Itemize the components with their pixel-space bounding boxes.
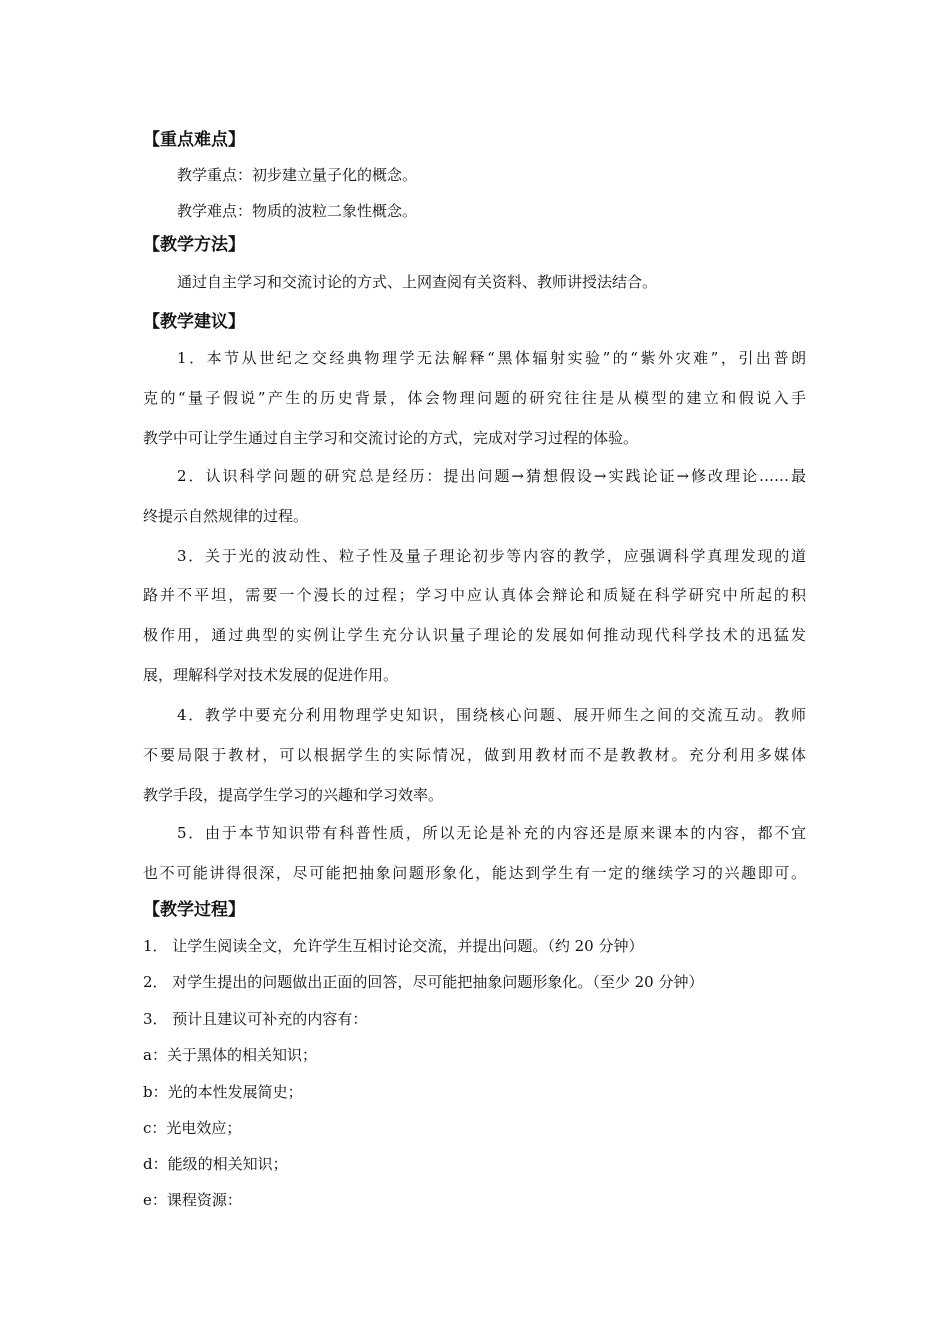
supplement-a: a：关于黑体的相关知识； bbox=[143, 1046, 317, 1064]
supplement-d: d：能级的相关知识； bbox=[143, 1155, 288, 1173]
suggestion-4-line-3: 教学手段，提高学生学习的兴趣和学习效率。 bbox=[143, 786, 444, 804]
teaching-focus: 教学重点：初步建立量子化的概念。 bbox=[177, 166, 418, 184]
methods-text: 通过自主学习和交流讨论的方式、上网查阅有关资料、教师讲授法结合。 bbox=[177, 273, 658, 291]
suggestion-4-line-1: 4．教学中要充分利用物理学史知识，围绕核心问题、展开师生之间的交流互动。教师 bbox=[177, 706, 806, 724]
suggestion-5-line-2: 也不可能讲得很深，尽可能把抽象问题形象化，能达到学生有一定的继续学习的兴趣即可。 bbox=[143, 864, 806, 882]
supplement-b: b：光的本性发展简史； bbox=[143, 1083, 303, 1101]
heading-key-points: 【重点难点】 bbox=[143, 130, 245, 150]
suggestion-3-line-2: 路并不平坦，需要一个漫长的过程；学习中应认真体会辩论和质疑在科学研究中所起的积 bbox=[143, 586, 806, 604]
process-step-3: 3． 预计且建议可补充的内容有： bbox=[143, 1010, 368, 1028]
process-step-2: 2． 对学生提出的问题做出正面的回答，尽可能把抽象问题形象化。（至少 20 分钟） bbox=[143, 973, 704, 991]
suggestion-1-line-1: 1．本节从世纪之交经典物理学无法解释“黑体辐射实验”的“紫外灾难”，引出普朗 bbox=[177, 349, 806, 367]
heading-suggestions: 【教学建议】 bbox=[143, 312, 245, 332]
suggestion-1-line-2: 克的“量子假说”产生的历史背景，体会物理问题的研究往往是从模型的建立和假说入手 bbox=[143, 389, 806, 407]
teaching-difficulty: 教学难点：物质的波粒二象性概念。 bbox=[177, 202, 418, 220]
heading-process: 【教学过程】 bbox=[143, 900, 245, 920]
heading-methods: 【教学方法】 bbox=[143, 235, 245, 255]
supplement-c: c：光电效应； bbox=[143, 1119, 242, 1137]
suggestion-4-line-2: 不要局限于教材，可以根据学生的实际情况，做到用教材而不是教教材。充分利用多媒体 bbox=[143, 746, 806, 764]
suggestion-5-line-1: 5．由于本节知识带有科普性质，所以无论是补充的内容还是原来课本的内容，都不宜 bbox=[177, 824, 806, 842]
suggestion-2-line-1: 2．认识科学问题的研究总是经历：提出问题→猜想假设→实践论证→修改理论……最 bbox=[177, 467, 806, 485]
suggestion-3-line-1: 3．关于光的波动性、粒子性及量子理论初步等内容的教学，应强调科学真理发现的道 bbox=[177, 547, 806, 565]
suggestion-2-line-2: 终提示自然规律的过程。 bbox=[143, 507, 309, 525]
suggestion-3-line-4: 展，理解科学对技术发展的促进作用。 bbox=[143, 666, 399, 684]
suggestion-3-line-3: 极作用，通过典型的实例让学生充分认识量子理论的发展如何推动现代科学技术的迅猛发 bbox=[143, 626, 806, 644]
supplement-e: e：课程资源： bbox=[143, 1191, 242, 1209]
suggestion-1-line-3: 教学中可让学生通过自主学习和交流讨论的方式，完成对学习过程的体验。 bbox=[143, 429, 639, 447]
process-step-1: 1． 让学生阅读全文，允许学生互相讨论交流，并提出问题。（约 20 分钟） bbox=[143, 937, 644, 955]
